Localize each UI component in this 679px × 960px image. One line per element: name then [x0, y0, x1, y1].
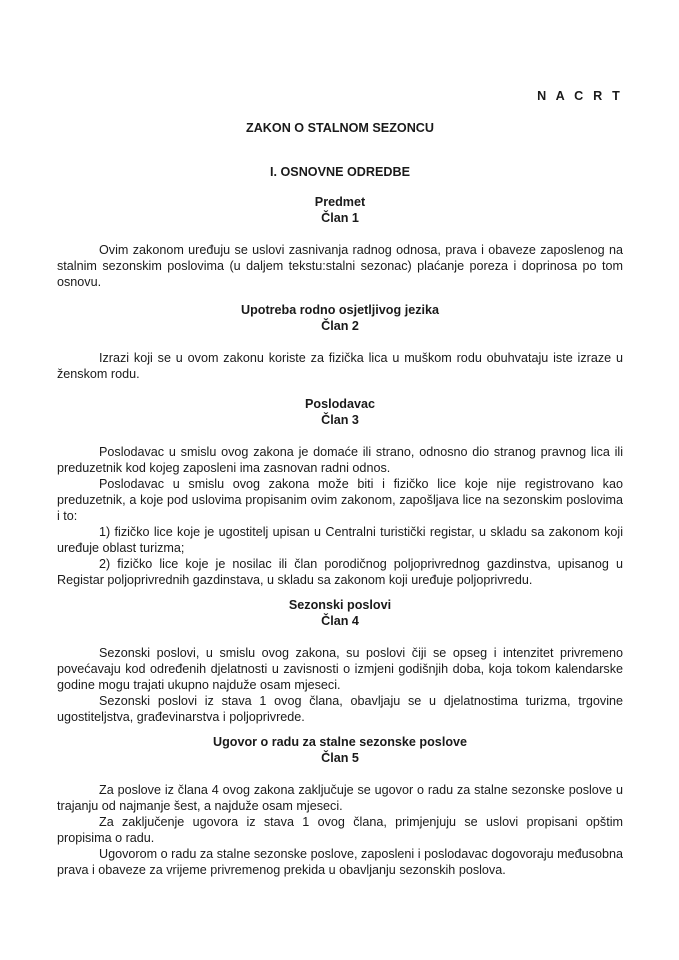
article-body [57, 645, 623, 725]
chapter-heading: I. OSNOVNE ODREDBE [270, 165, 410, 179]
article-number: Član 2 [321, 319, 359, 333]
paragraph: Sezonski poslovi iz stava 1 ovog člana, obavljaju se u djelatnostima turizma, trgovine ugostiteljstva, građevinarstva i poljoprivrede. [57, 694, 623, 724]
article-1 [57, 194, 623, 290]
article-body [57, 242, 623, 290]
article-number: Član 3 [321, 413, 359, 427]
article-body [57, 444, 623, 588]
article-number: Član 5 [321, 751, 359, 765]
article-heading: Upotreba rodno osjetljivog jezika [240, 303, 440, 317]
paragraph: Poslodavac u smislu ovog zakona je domaće ili strano, odnosno dio stranog pravnog lica ili preduzetnik kod kojeg zaposleni ima zasnovan radni odnos. [57, 445, 623, 475]
article-number: Član 4 [321, 614, 359, 628]
article-2 [57, 302, 623, 382]
paragraph: Sezonski poslovi, u smislu ovog zakona, su poslovi čiji se opseg i intenzitet privremeno povećavaju kod određenih djelatnosti u zavisnosti o izmjeni godišnjih doba, koja tokom kalendarske godine mogu trajati ukupno najduže osam mjeseci. [57, 646, 623, 692]
article-body [57, 782, 623, 878]
paragraph: Za poslove iz člana 4 ovog zakona zaključuje se ugovor o radu za stalne sezonske poslove u trajanju od najmanje šest, a najduže osam mjeseci. [57, 783, 623, 813]
article-heading: Sezonski poslovi [288, 598, 392, 612]
list-item: 1) fizičko lice koje je ugostitelj upisan u Centralni turistički registar, u skladu sa zakonom koji uređuje oblast turizma; [57, 525, 623, 555]
paragraph: Izrazi koji se u ovom zakonu koriste za fizička lica u muškom rodu obuhvataju iste izraze u ženskom rodu. [57, 351, 623, 381]
draft-label: N A C R T [537, 89, 623, 103]
paragraph: Ovim zakonom uređuju se uslovi zasnivanja radnog odnosa, prava i obaveze zaposlenog na stalnim sezonskim poslovima (u daljem tekstu:stalni sezonac) plaćanje poreza i doprinosa po tom osnovu. [57, 243, 623, 289]
article-heading: Predmet [314, 195, 366, 209]
article-4 [57, 597, 623, 725]
paragraph: Za zaključenje ugovora iz stava 1 ovog člana, primjenjuju se uslovi propisani opštim propisima o radu. [57, 815, 623, 845]
law-title: ZAKON O STALNOM SEZONCU [246, 121, 434, 135]
article-heading: Poslodavac [305, 397, 375, 411]
list-item: 2) fizičko lice koje je nosilac ili član porodičnog poljoprivrednog gazdinstva, upisanog u Registar poljoprivrednih gazdinstava, u skladu sa zakonom koji uređuje poljoprivredu. [57, 557, 623, 587]
article-5 [57, 734, 623, 878]
article-heading: Ugovor o radu za stalne sezonske poslove [212, 735, 468, 749]
paragraph: Ugovorom o radu za stalne sezonske poslove, zaposleni i poslodavac dogovoraju međusobna prava i obaveze za vrijeme privremenog prekida u obavljanju sezonskih poslova. [57, 847, 623, 877]
article-3 [57, 396, 623, 588]
paragraph: Poslodavac u smislu ovog zakona može biti i fizičko lice koje nije registrovano kao preduzetnik, a koje pod uslovima propisanim ovim zakonom, zapošljava lice na sezonskim poslovima i to: [57, 477, 623, 523]
article-body [57, 350, 623, 382]
article-number: Član 1 [321, 211, 359, 225]
